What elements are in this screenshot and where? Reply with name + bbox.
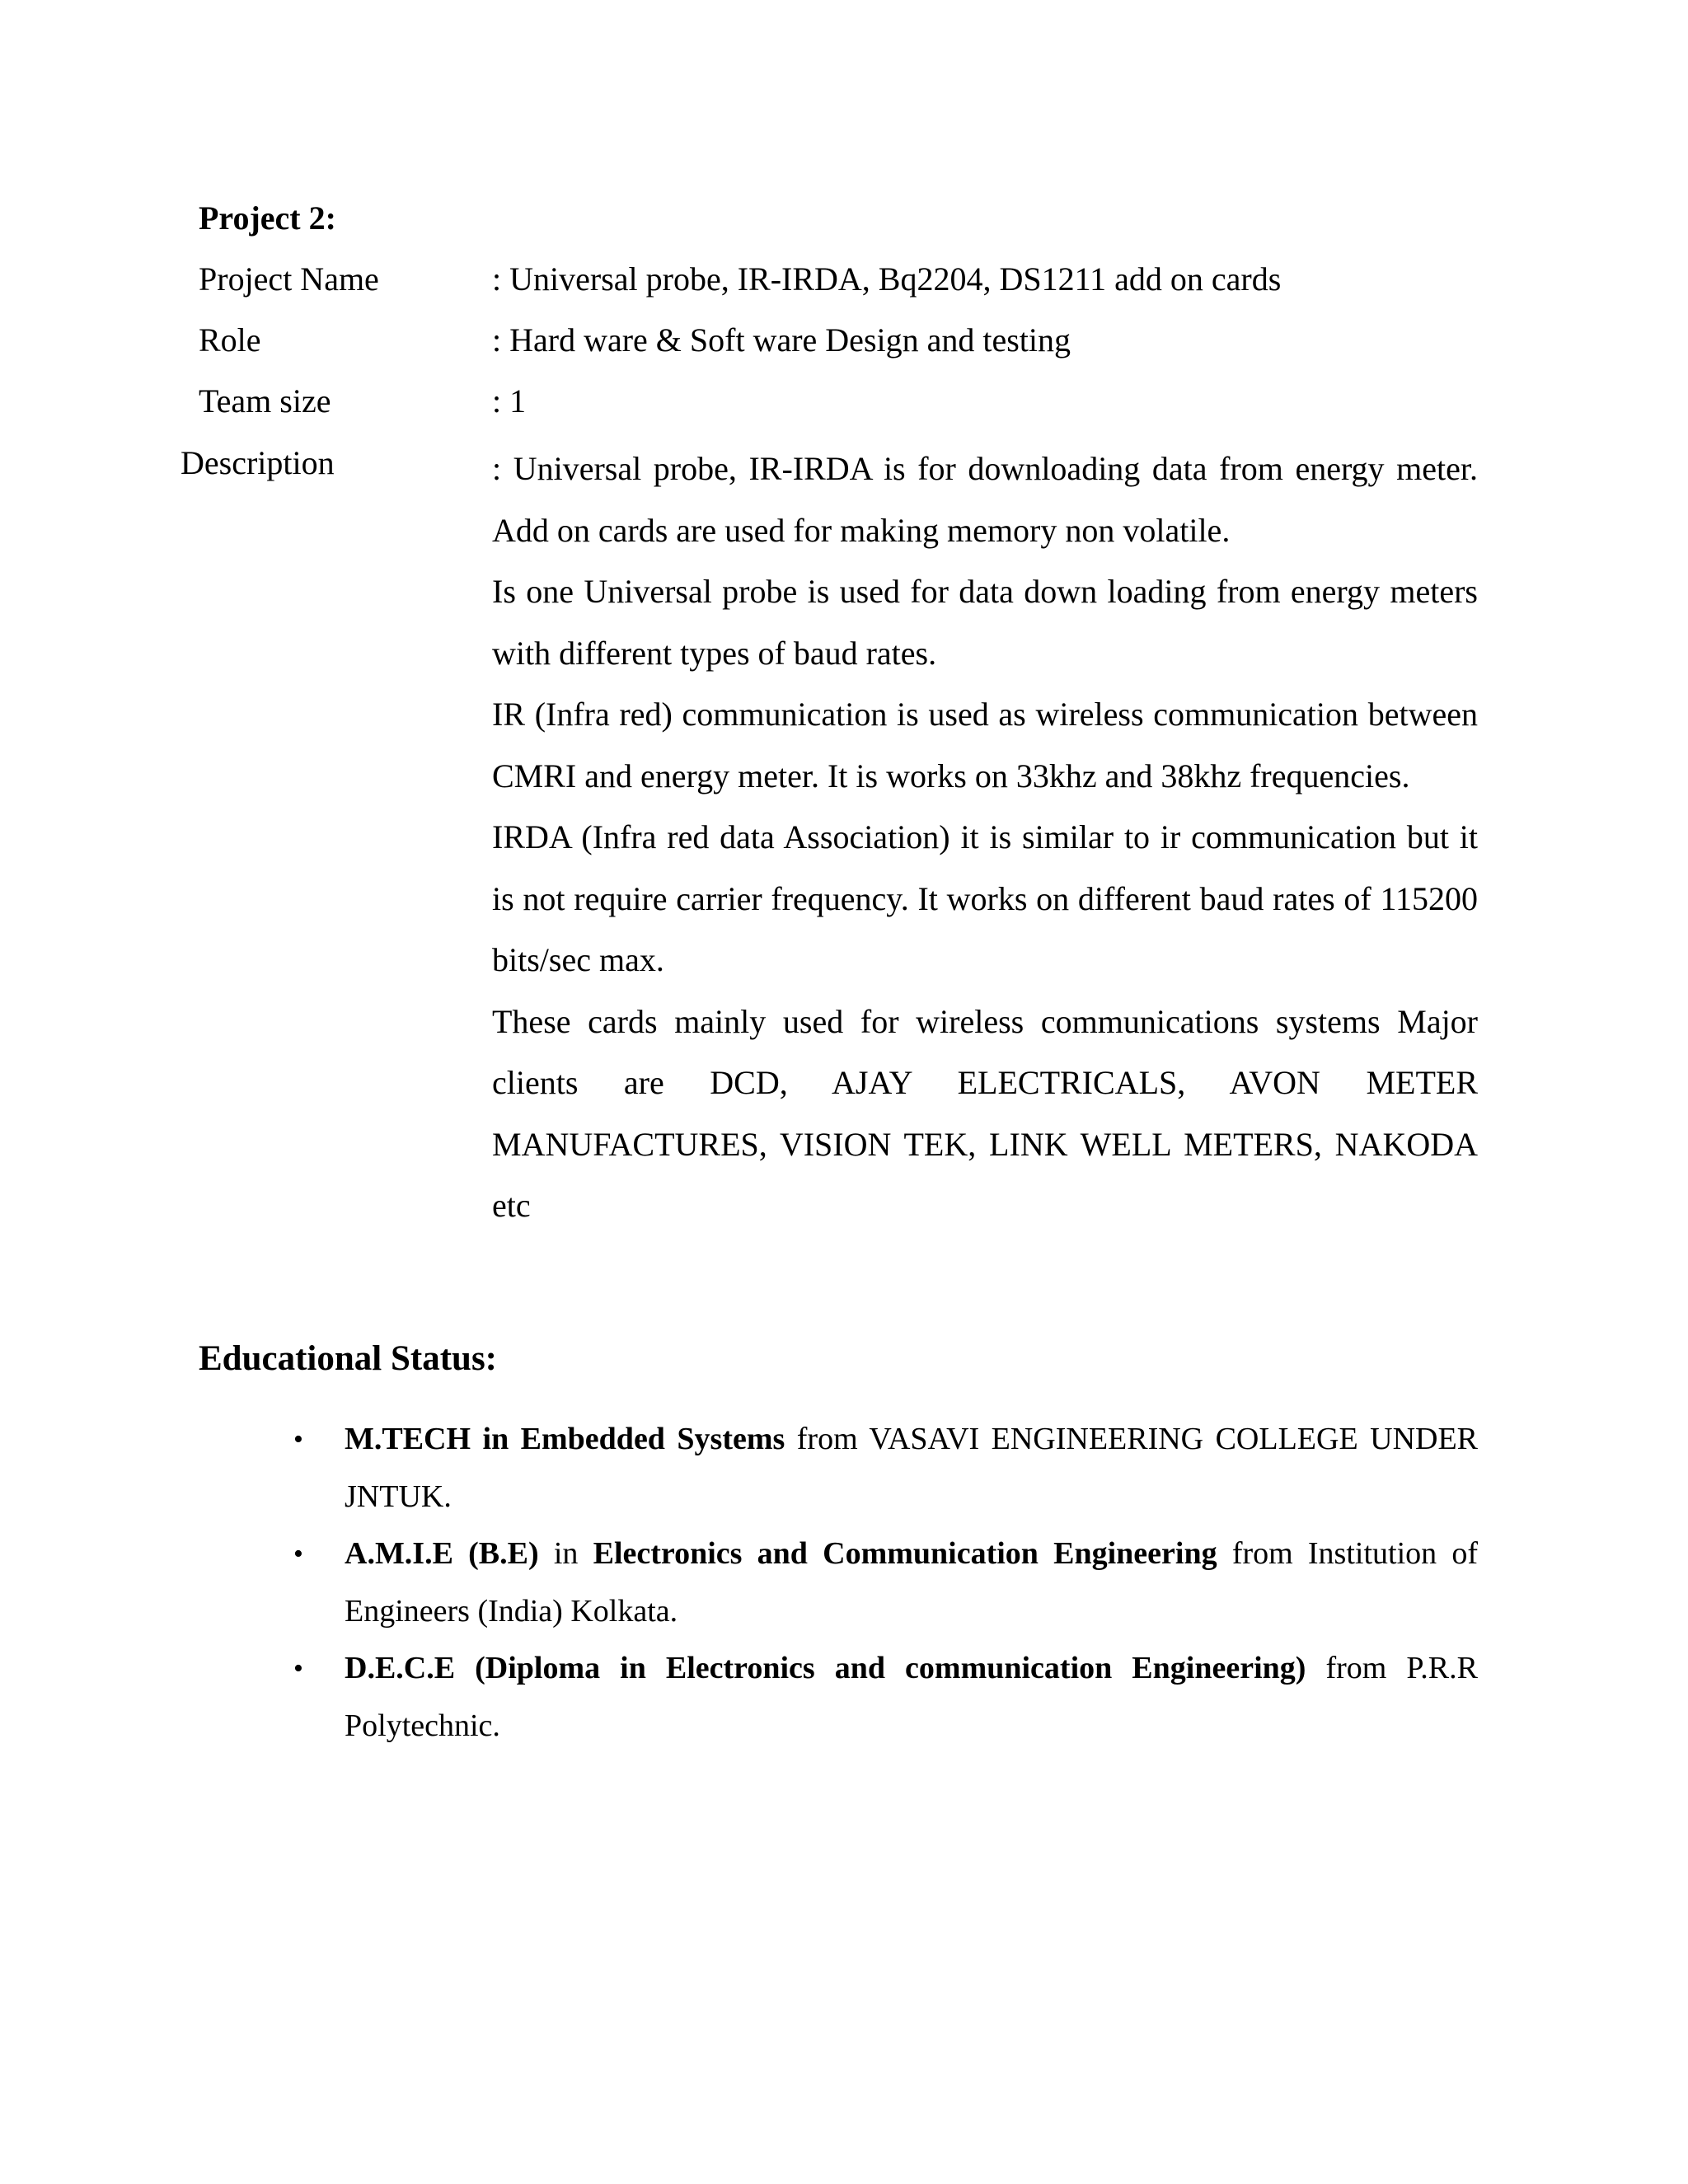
degree-field: Electronics and Communication Engineering xyxy=(593,1536,1217,1571)
project-name-value: : Universal probe, IR-IRDA, Bq2204, DS1211 add on cards xyxy=(492,260,1282,298)
education-item-amie xyxy=(293,1526,1478,1640)
description-paragraph: : Universal probe, IR-IRDA is for downloading data from energy meter. Add on cards are used for making memory non volatile. xyxy=(492,450,1478,549)
description-label: Description xyxy=(181,444,335,481)
degree-joiner: in xyxy=(538,1536,593,1571)
degree-name: M.TECH in Embedded Systems xyxy=(345,1422,785,1456)
bullet-icon: • xyxy=(293,1539,303,1569)
degree-details: from P.R.R Polytechnic. xyxy=(345,1651,1478,1743)
degree-details: from Institution of Engineers (India) Kolkata. xyxy=(345,1536,1478,1629)
education-item-mtech xyxy=(293,1411,1479,1526)
education-item-dece xyxy=(293,1640,1478,1755)
description-paragraph: IRDA (Infra red data Association) it is similar to ir communication but it is not require carrier frequency. It works on different baud rates of 115200 bits/sec max. xyxy=(492,818,1478,978)
bullet-icon: • xyxy=(293,1424,303,1455)
degree-details: from VASAVI ENGINEERING COLLEGE UNDER JNTUK. xyxy=(345,1422,1479,1514)
team-size-label: Team size xyxy=(199,382,331,419)
description-paragraph: Is one Universal probe is used for data down loading from energy meters with different types of baud rates. xyxy=(492,573,1478,672)
project-name-label: Project Name xyxy=(199,260,379,298)
role-value: : Hard ware & Soft ware Design and testing xyxy=(492,321,1071,359)
educational-status-heading: Educational Status: xyxy=(199,1339,497,1378)
team-size-value: : 1 xyxy=(492,382,527,419)
degree-name: A.M.I.E (B.E) xyxy=(345,1536,539,1571)
education-list xyxy=(293,1411,1479,1755)
project-heading: Project 2: xyxy=(199,199,336,237)
description-text xyxy=(492,438,1478,1237)
description-paragraph: IR (Infra red) communication is used as wireless communication between CMRI and energy meter. It is works on 33khz and 38khz frequencies. xyxy=(492,696,1478,794)
bullet-icon: • xyxy=(293,1653,303,1684)
role-label: Role xyxy=(199,321,261,359)
degree-name: D.E.C.E (Diploma in Electronics and communication Engineering) xyxy=(345,1651,1306,1685)
description-paragraph: These cards mainly used for wireless communications systems Major clients are DCD, AJAY ELECTRICALS, AVON METER MANUFACTURES, VISION TEK, LINK WELL METERS, NAKODA etc xyxy=(492,1002,1478,1224)
